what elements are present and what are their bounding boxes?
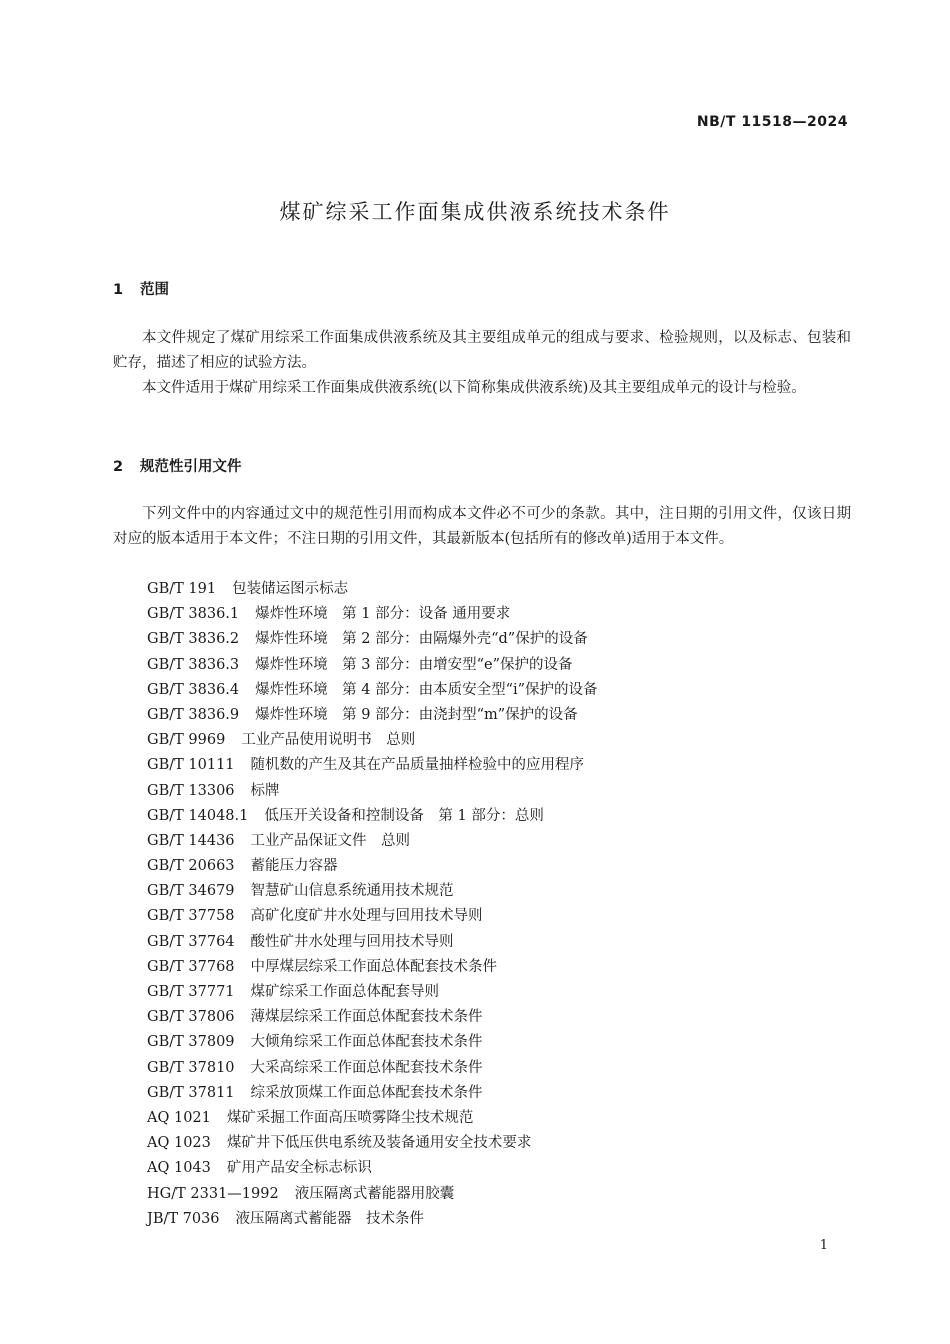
reference-item [147,930,598,955]
reference-item [147,980,598,1005]
document-title: 煤矿综采工作面集成供液系统技术条件 [279,200,671,224]
reference-item [147,1131,598,1156]
reference-code: GB/T 3836.1 [147,606,240,623]
reference-code: GB/T 20663 [147,858,235,875]
section-title: 规范性引用文件 [140,459,242,475]
reference-item [147,1207,598,1232]
reference-title: 大倾角综采工作面总体配套技术条件 [250,1034,483,1051]
reference-item [147,728,598,753]
reference-title: 矿用产品安全标志标识 [226,1160,372,1177]
reference-title: 煤矿综采工作面总体配套导则 [250,984,440,1000]
reference-title: 蓄能压力容器 [250,858,338,875]
reference-item [147,1106,598,1131]
reference-title: 中厚煤层综采工作面总体配套技术条件 [250,958,498,975]
reference-item [147,627,598,652]
paragraph: 下列文件中的内容通过文中的规范性引用而构成本文件必不可少的条款。其中，注日期的引用文件，仅该日期对应的版本适用于本文件；不注日期的引用文件，其最新版本(包括所有的修改单)适用于本文件。 [113,506,851,547]
reference-code: GB/T 3836.3 [147,656,240,673]
standard-code: NB/T 11518—2024 [696,114,848,130]
reference-title: 液压隔离式蓄能器 技术条件 [235,1210,425,1227]
reference-code: GB/T 13306 [147,782,235,799]
paragraph: 本文件规定了煤矿用综采工作面集成供液系统及其主要组成单元的组成与要求、检验规则，以及标志、包装和贮存，描述了相应的试验方法。 [113,330,851,371]
reference-item [147,1030,598,1055]
section-number: 2 [113,459,124,475]
reference-item [147,577,598,602]
reference-code: GB/T 10111 [147,757,235,774]
reference-title: 标牌 [250,782,280,799]
reference-item [147,753,598,778]
reference-item [147,602,598,627]
reference-code: GB/T 37771 [147,984,235,1000]
reference-title: 随机数的产生及其在产品质量抽样检验中的应用程序 [250,757,585,774]
reference-code: GB/T 37806 [147,1009,235,1026]
reference-title: 爆炸性环境 第 9 部分：由浇封型“m”保护的设备 [255,706,578,723]
reference-code: GB/T 37810 [147,1059,235,1076]
reference-item [147,804,598,829]
reference-title: 智慧矿山信息系统通用技术规范 [250,883,454,900]
reference-title: 综采放顶煤工作面总体配套技术条件 [250,1084,483,1101]
reference-code: JB/T 7036 [147,1210,220,1227]
reference-item [147,879,598,904]
reference-item [147,1156,598,1181]
reference-title: 爆炸性环境 第 3 部分：由增安型“e”保护的设备 [255,656,573,673]
reference-item [147,1081,598,1106]
reference-list [147,577,598,1232]
reference-title: 低压开关设备和控制设备 第 1 部分：总则 [264,807,544,824]
reference-code: AQ 1043 [147,1160,211,1177]
reference-code: GB/T 37811 [147,1084,235,1101]
reference-code: GB/T 3836.2 [147,631,240,648]
reference-title: 工业产品保证文件 总则 [250,832,411,849]
reference-title: 酸性矿井水处理与回用技术导则 [250,933,454,950]
reference-item [147,904,598,929]
reference-code: AQ 1021 [147,1109,211,1126]
reference-code: GB/T 37758 [147,908,235,925]
section-number: 1 [113,282,124,298]
reference-title: 液压隔离式蓄能器用胶囊 [294,1185,455,1202]
reference-code: GB/T 191 [147,581,217,597]
reference-title: 爆炸性环境 第 1 部分：设备 通用要求 [255,606,511,623]
section-1-heading [113,278,169,299]
reference-title: 高矿化度矿井水处理与回用技术导则 [250,908,483,925]
reference-title: 煤矿井下低压供电系统及装备通用安全技术要求 [226,1135,532,1152]
reference-code: AQ 1023 [147,1135,211,1152]
section-2-heading [113,455,242,476]
reference-code: GB/T 37809 [147,1034,235,1051]
reference-item [147,779,598,804]
reference-code: HG/T 2331—1992 [147,1185,279,1202]
reference-code: GB/T 14436 [147,832,235,849]
reference-code: GB/T 37764 [147,933,235,950]
reference-title: 薄煤层综采工作面总体配套技术条件 [250,1009,483,1026]
paragraph: 本文件适用于煤矿用综采工作面集成供液系统(以下简称集成供液系统)及其主要组成单元的设计与检验。 [142,380,806,396]
reference-title: 煤矿采掘工作面高压喷雾降尘技术规范 [226,1109,474,1126]
reference-code: GB/T 9969 [147,732,226,749]
reference-code: GB/T 34679 [147,883,235,900]
reference-title: 大采高综采工作面总体配套技术条件 [250,1059,483,1076]
section-title: 范围 [140,282,169,298]
reference-code: GB/T 14048.1 [147,807,249,824]
reference-item [147,1056,598,1081]
reference-item [147,1005,598,1030]
reference-item [147,854,598,879]
reference-item [147,653,598,678]
reference-item [147,678,598,703]
page-number: 1 [819,1238,828,1253]
reference-item [147,1182,598,1207]
reference-item [147,955,598,980]
reference-code: GB/T 3836.9 [147,706,240,723]
reference-item [147,703,598,728]
reference-title: 爆炸性环境 第 2 部分：由隔爆外壳“d”保护的设备 [255,631,588,648]
reference-item [147,829,598,854]
reference-code: GB/T 37768 [147,958,235,975]
reference-title: 爆炸性环境 第 4 部分：由本质安全型“i”保护的设备 [255,681,598,698]
reference-code: GB/T 3836.4 [147,681,240,698]
reference-title: 包装储运图示标志 [232,581,349,597]
reference-title: 工业产品使用说明书 总则 [241,732,416,749]
